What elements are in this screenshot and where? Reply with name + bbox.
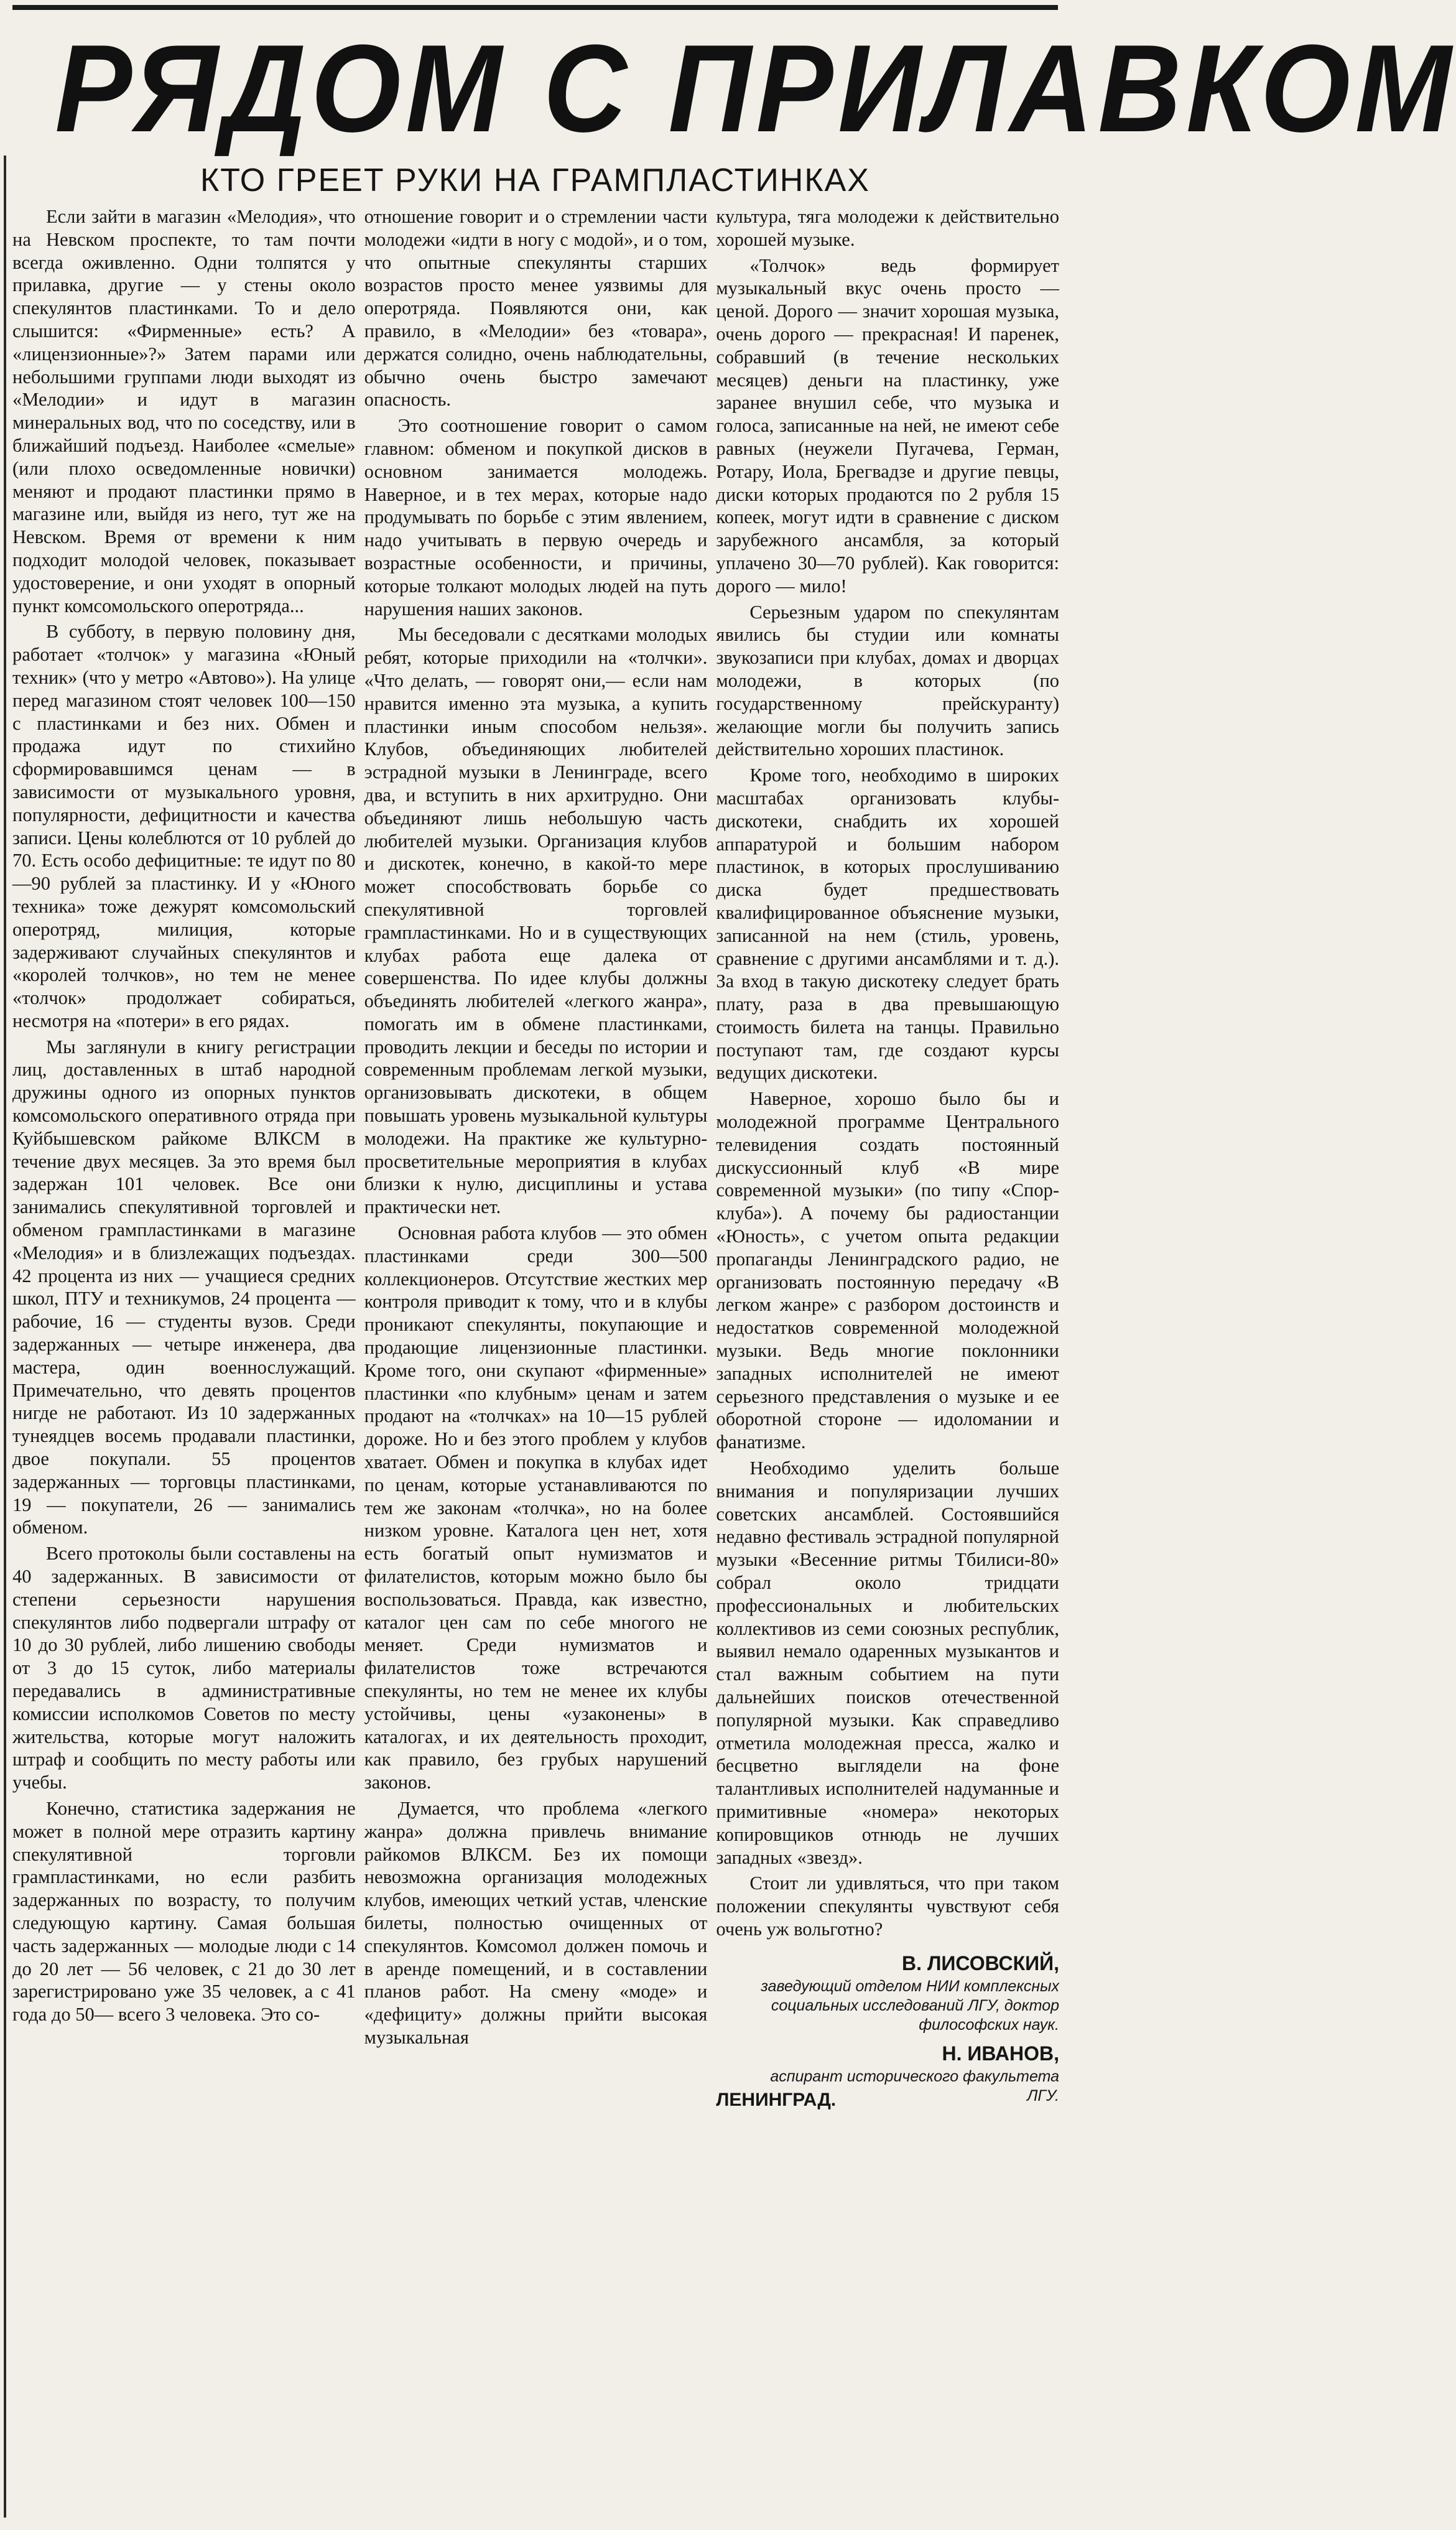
paragraph: Стоит ли удивляться, что при таком положении спекулянты чувствуют себя очень уж вольготно? [716,1872,1060,1940]
paragraph: Всего протоколы были составлены на 40 задержанных. В зависимости от степени серьезности нарушения спекулянтов либо подвергали штрафу от 10 до 30 рублей, либо лишению свободы от 3 до 15 суток, либо материалы передавались в административные комиссии исполкомов Советов по месту жительства, которые могут наложить штраф и сообщить по месту работы или учебы. [12,1543,356,1793]
paragraph: «Толчок» ведь формирует музыкальный вкус очень просто — ценой. Дорого — значит хорошая музыка, очень дорого — прекрасная! И паренек, собравший (в течение нескольких месяцев) деньги на пластинку, уже заранее внушил себе, что музыка и голоса, записанные на ней, не имеют себе равных (неужели Пугачева, Герман, Ротару, Иола, Брегвадзе и другие певцы, диски которых продаются по 2 рубля 15 копеек, могут идти в сравнение с диском зарубежного ансамбля, за который уплачено 30—70 рублей). Как говорится: дорого — мило! [716,254,1060,597]
subheadline: КТО ГРЕЕТ РУКИ НА ГРАМПЛАСТИНКАХ [200,162,870,198]
dateline-place: ЛЕНИНГРАД. [716,2089,837,2110]
left-border-line [4,156,6,2518]
paragraph: Если зайти в магазин «Мелодия», что на Невском проспекте, то там почти всегда оживленно. Одни толпятся у прилавка, другие — у стены около спекулянтов пластинками. То и дело слышится: «Фирменные» есть? А «лицензионные»?» Затем парами или небольшими группами люди выходят из «Мелодии» и идут в магазин минеральных вод, что по соседству, или в ближайший подъезд. Наиболее «смелые» (или плохо осведомленные новички) меняют и продают пластинки прямо в магазине или, выйдя из него, тут же на Невском. Время от времени к ним подходит молодой человек, показывает удостоверение, и они уходят в опорный пункт комсомольского оперотряда... [12,206,356,616]
column-3 [716,205,1059,2523]
paragraph: В субботу, в первую половину дня, работает «толчок» у магазина «Юный техник» (что у метро «Автово»). На улице перед магазином стоят человек 100—150 с пластинками и без них. Обмен и продажа идут по стихийно сформировавшимся ценам — в зависимости от музыкального уровня, популярности, дефицитности и качества записи. Цены колеблются от 10 рублей до 70. Есть особо дефицитные: те идут по 80—90 рублей за пластинку. И у «Юного техника» тоже дежурят комсомольский оперотряд, милиция, которые задерживают случайных спекулянтов и «королей толчков», но тем не менее «толчок» продолжает собираться, несмотря на «потери» в его рядах. [12,621,356,1031]
author-role: заведующий отделом НИИ комплексных социальных исследований ЛГУ, доктор философских наук. [761,1977,1060,2034]
paragraph: Думается, что проблема «легкого жанра» должна привлечь внимание райкомов ВЛКСМ. Без их помощи невозможна организация молодежных клубов, имеющих четкий устав, членские билеты, полностью очищенных от спекулянтов. Комсомол должен помочь и в аренде помещений, и в составлении планов работ. На смену «моде» и «дефициту» должны прийти высокая музыкальная [364,1797,708,2048]
paragraph: Кроме того, необходимо в широких масштабах организовать клубы-дискотеки, снабдить их хорошей аппаратурой и большим набором пластинок, в которых прослушиванию диска будет предшествовать квалифицированное объяснение музыки, записанной на нем (стиль, уровень, сравнение с другими ансамблями и т. д.). За вход в такую дискотеку следует брать плату, раза в два превышающую стоимость билета на танцы. Правильно поступают там, где создают курсы ведущих дискотеки. [716,765,1060,1084]
signature-block [716,1951,1059,2112]
paragraph: Мы беседовали с десятками молодых ребят, которые приходили на «толчки». «Что делать, — говорят они,— если нам нравится именно эта музыка, а купить пластинки иным способом нельзя». Клубов, объединяющих любителей эстрадной музыки в Ленинграде, всего два, и вступить в них архитрудно. Они объединяют лишь небольшую часть любителей музыки. Организация клубов и дискотек, конечно, в какой-то мере может способствовать борьбе со спекулятивной торговлей грампластинками. Но и в существующих клубах работа еще далека от совершенства. По идее клубы должны объединять любителей «легкого жанра», помогать им в обмене пластинками, проводить лекции и беседы по истории и современным проблемам легкой музыки, организовывать дискотеки, в общем повышать уровень музыкальной культуры молодежи. На практике же культурно-просветительные мероприятия в клубах близки к нулю, дисциплины и устава практически нет. [364,624,708,1218]
headline: РЯДОМ С ПРИЛАВКОМ [55,19,1456,158]
paragraph: Серьезным ударом по спекулянтам явились бы студии или комнаты звукозаписи при клубах, домах и дворцах молодежи, в которых (по государственному прейскуранту) желающие могли бы получить запись действительно хороших пластинок. [716,601,1060,760]
paragraph: Конечно, статистика задержания не может в полной мере отразить картину спекулятивной торговли грампластинками, но если разбить задержанных по возрасту, то получим следующую картину. Самая большая часть задержанных — молодые люди с 14 до 20 лет — 56 человек, с 21 до 30 лет зарегистрировано уже 35 человек, а с 41 года до 50— всего 3 человека. Это со- [12,1797,356,2025]
paragraph: Это соотношение говорит о самом главном: обменом и покупкой дисков в основном занимается молодежь. Наверное, и в тех мерах, которые надо продумывать по борьбе с этим явлением, надо учитывать в первую очередь и возрастные особенности, и причины, которые толкают молодых людей на путь нарушения наших законов. [364,415,708,620]
paragraph: Необходимо уделить больше внимания и популяризации лучших советских ансамблей. Состоявшийся недавно фестиваль эстрадной популярной музыки «Весенние ритмы Тбилиси-80» собрал около тридцати профессиональных и любительских коллективов из семи союзных республик, выявил немало одаренных музыкантов и стал важным событием на пути дальнейших поисков отечественной популярной музыки. Как справедливо отметила молодежная пресса, жалко и бесцветно выглядели на фоне талантливых исполнителей надуманные и примитивные «номера» некоторых копировщиков отнюдь не лучших западных «звезд». [716,1458,1060,1868]
paragraph: Наверное, хорошо было бы и молодежной программе Центрального телевидения создать постоянный дискуссионный клуб «В мире современной музыки» (по типу «Спор-клуба»). А почему бы радиостанции «Юность», с учетом опыта редакции пропаганды Ленинградского радио, не организовать постоянную передачу «В легком жанре» с разбором достоинств и недостатков современной молодежной музыки. Ведь многие поклонники западных исполнителей не имеют серьезного представления о музыке и ее оборотной стороне — идоломании и фанатизме. [716,1088,1060,1453]
author-role: аспирант исторического факультета ЛГУ. [770,2067,1060,2104]
column-2 [364,205,708,2523]
paragraph: Основная работа клубов — это обмен пластинками среди 300—500 коллекционеров. Отсутствие жестких мер контроля приводит к тому, что и в клубы проникают спекулянты, покупающие и продающие лицензионные пластинки. Кроме того, они скупают «фирменные» пластинки «по клубным» ценам и затем продают на «толчках» на 10—15 рублей дороже. Но и без этого проблем у клубов хватает. Обмен и покупка в клубах идет по ценам, которые устанавливаются по тем же законам «толчка», но на более низком уровне. Каталога цен нет, хотя есть богатый опыт нумизматов и филателистов, которым можно было бы воспользоваться. Правда, как известно, каталог цен сам по себе многого не меняет. Среди нумизматов и филателистов тоже встречаются спекулянты, но тем не менее их клубы устойчивы, цены «узаконены» в каталогах, и их деятельность проходит, как правило, без грубых нарушений законов. [364,1222,708,1793]
article-body [12,205,1059,2523]
author-name: В. ЛИСОВСКИЙ, [902,1951,1060,1974]
top-rule [12,5,1058,10]
paragraph: отношение говорит и о стремлении части молодежи «идти в ногу с модой», и о том, что опытные спекулянты старших возрастов просто менее уязвимы для оперотряда. Появляются они, как правило, в «Мелодии» без «товара», держатся солидно, очень наблюдательны, обычно очень быстро замечают опасность. [364,206,708,411]
author-name: Н. ИВАНОВ, [942,2042,1060,2065]
paragraph: культура, тяга молодежи к действительно хорошей музыке. [716,206,1060,250]
column-1 [12,205,356,2523]
paragraph: Мы заглянули в книгу регистрации лиц, доставленных в штаб народной дружины одного из опорных пунктов комсомольского оперативного отряда при Куйбышевском райкоме ВЛКСМ в течение двух месяцев. За это время был задержан 101 человек. Все они занимались спекулятивной торговлей и обменом грампластинками в магазине «Мелодия» и в близлежащих подъездах. 42 процента из них — учащиеся средних школ, ПТУ и техникумов, 24 процента — рабочие, 16 — студенты вузов. Среди задержанных — четыре инженера, два мастера, один военнослужащий. Примечательно, что девять процентов нигде не работают. Из 10 задержанных тунеядцев восемь продавали пластинки, двое покупали. 55 процентов задержанных — торговцы пластинками, 19 — покупатели, 26 — занимались обменом. [12,1036,356,1538]
